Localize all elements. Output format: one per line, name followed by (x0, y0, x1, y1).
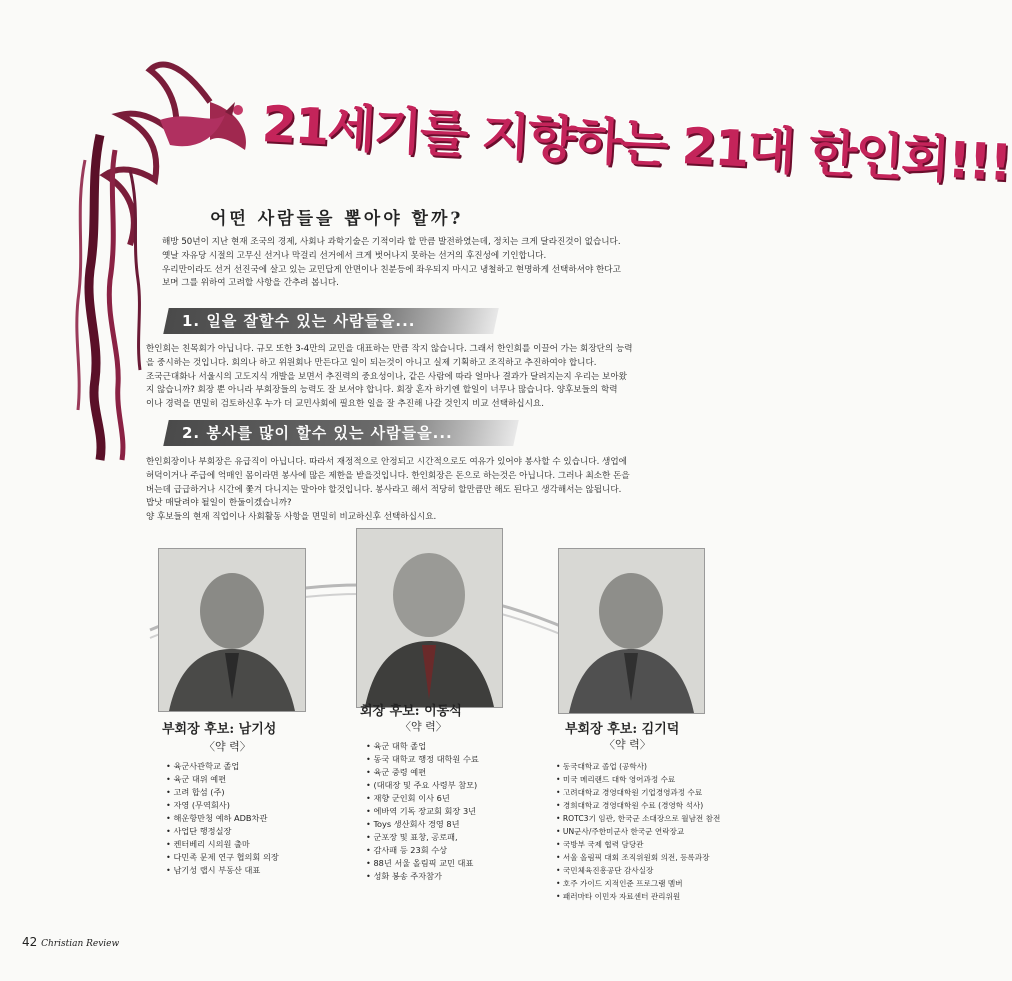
section2-line: 밥낫 매달려야 될일이 한둘이겠습니까? (146, 498, 292, 509)
bio-item: • 국방부 국제 협력 담당관 (556, 838, 720, 851)
page-footer (22, 935, 119, 949)
section1-line: 이나 경력을 면밀히 검토하신후 누가 더 교민사회에 필요한 일을 잘 추진해 나갈 것인지 비교 선택하십시요. (146, 399, 544, 410)
bio-item: • 사업단 행정실장 (166, 825, 279, 838)
section2-line: 양 후보들의 현재 직업이나 사회활동 사항을 면밀히 비교하신후 선택하십시요. (146, 512, 437, 523)
candidate-sub-lee: 〈약 력〉 (400, 720, 447, 733)
candidate-title-nam: 부회장 후보: 남기성 (162, 722, 277, 737)
person-silhouette-icon (357, 529, 502, 707)
bio-item: • 미국 메리랜드 대학 영어과정 수료 (556, 773, 720, 786)
candidate-bio-nam (166, 760, 279, 877)
bio-item: • 자영 (무역회사) (166, 799, 279, 812)
section1-line: 한인회는 친목회가 아닙니다. 규모 또한 3-4만의 교민을 대표하는 만큼 작지 않습니다. 그래서 한인회를 이끌어 가는 회장단의 능력 (146, 344, 633, 354)
bio-item: • 서울 올림픽 대회 조직위원회 의전, 등록과장 (556, 851, 720, 864)
intro-line: 우리만이라도 선거 선진국에 살고 있는 교민답게 안면이나 친분등에 좌우되지 마시고 냉철하고 현명하게 선택하셔야 한다고 (162, 264, 621, 275)
bio-item: • 켄터베리 시의원 출마 (166, 838, 279, 851)
bio-item: • 에바역 기독 장교회 회장 3년 (366, 805, 479, 818)
bio-item: • 다민족 문제 연구 협의회 의장 (166, 851, 279, 864)
bio-item: • (대대장 및 주요 사령부 참모) (366, 779, 479, 792)
bio-item: • 육군 중령 예편 (366, 766, 479, 779)
section2-line: 허덕이거나 주급에 억매인 몸이라면 봉사에 많은 제한을 받을것입니다. 한인회장은 돈으로 하는것은 아닙니다. 그러나 최소한 돈을 (146, 470, 630, 481)
intro-line: 해방 50년이 지난 현재 조국의 경제, 사회나 과학기술은 기적이라 할 만큼 발전하였는데, 정치는 크게 달라진것이 없습니다. (162, 237, 621, 247)
bio-item: • 호주 가이드 지적인준 프로그램 멤버 (556, 877, 720, 890)
page-title: 21세기를 지향하는 21대 한인회!!! (260, 95, 1012, 193)
bio-item: • Toys 생산회사 경영 8년 (366, 818, 479, 831)
bio-item: • 육군사관학교 졸업 (166, 760, 279, 773)
person-silhouette-icon (559, 549, 704, 713)
bio-item: • 성화 봉송 주자참가 (366, 870, 479, 883)
bio-item: • 경희대학교 경영대학원 수료 (경영학 석사) (556, 799, 720, 812)
bio-item: • 국민체육진흥공단 감사실장 (556, 864, 720, 877)
section1-line: 을 중시하는 것입니다. 회의나 하고 위원회나 만든다고 일이 되는것이 아니고 실제 기획하고 조직하고 추진하여야 합니다. (146, 357, 597, 368)
candidate-sub-kim: 〈약 력〉 (604, 738, 651, 751)
bio-item: • 남기성 랩시 부동산 대표 (166, 864, 279, 877)
bio-item: • 해운항만청 예하 ADB차관 (166, 812, 279, 825)
bio-item: • 감사패 등 23회 수상 (366, 844, 479, 857)
section1-line: 조국근대화나 서울시의 고도지식 개발을 보면서 추진력의 중요성이나, 같은 사람에 따라 얼마나 결과가 달려지는지 우리는 보아왔 (146, 371, 627, 382)
section2-line: 한인회장이나 부회장은 유급직이 아닙니다. 따라서 재정적으로 안정되고 시간적으로도 여유가 있어야 봉사할 수 있습니다. 생업에 (146, 457, 627, 467)
candidate-photo-nam (158, 548, 306, 712)
section2-body (146, 456, 739, 525)
bio-item: • 육군 대위 예편 (166, 773, 279, 786)
section1-banner (163, 308, 499, 334)
candidate-photo-lee (356, 528, 503, 708)
bio-item: • 88년 서울 올림픽 교민 대표 (366, 857, 479, 870)
candidate-sub-nam: 〈약 력〉 (204, 740, 251, 753)
bio-item: • 재향 군인회 이사 6년 (366, 792, 479, 805)
section2-line: 버는데 급급하거나 시간에 쫓겨 다니지는 말아야 할것입니다. 봉사라고 해서 적당히 할만큼만 해도 된다고 생각해서는 않됩니다. (146, 484, 622, 495)
page-number: 42 (22, 935, 38, 949)
bio-item: • 동국대학교 졸업 (공학사) (556, 760, 720, 773)
person-silhouette-icon (159, 549, 305, 711)
candidate-bio-lee (366, 740, 479, 883)
section2-banner (163, 420, 519, 446)
subtitle: 어떤 사람들을 뽑아야 할까? (210, 209, 464, 229)
section2-heading: 2. 봉사를 많이 할수 있는 사람들을... (182, 424, 453, 442)
bio-item: • ROTC3기 임관, 한국군 소대장으로 월남전 참전 (556, 812, 720, 825)
candidate-bio-kim (556, 760, 720, 903)
bio-item: • 동국 대학교 행정 대학원 수료 (366, 753, 479, 766)
bio-item: • 군포장 및 표창, 공로패, (366, 831, 479, 844)
intro-paragraph (162, 236, 737, 291)
bio-item: • 고려대학교 경영대학원 기업경영과정 수료 (556, 786, 720, 799)
candidate-title-kim: 부회장 후보: 김기덕 (565, 722, 680, 737)
bio-item: • 패러마타 이민자 자료센터 관리위원 (556, 890, 720, 903)
bio-item: • 고려 합섬 (주) (166, 786, 279, 799)
section1-body (146, 343, 739, 412)
section1-line: 지 않습니까? 회장 뿐 아니라 부회장들의 능력도 잘 보셔야 합니다. 회장 혼자 하기엔 할일이 너무나 많습니다. 양후보들의 학력 (146, 385, 618, 396)
bio-item: • UN군사/주한미군사 한국군 연락장교 (556, 825, 720, 838)
intro-line: 옛날 자유당 시절의 고무신 선거나 막걸리 선거에서 크게 벗어나지 못하는 선거의 후진성에 기인합니다. (162, 250, 547, 261)
candidate-photo-kim (558, 548, 705, 714)
candidate-title-lee: 회장 후보: 이동석 (360, 704, 462, 719)
section1-heading: 1. 일을 잘할수 있는 사람들을... (182, 312, 416, 330)
magazine-name: Christian Review (41, 939, 120, 949)
bio-item: • 육군 대학 졸업 (366, 740, 479, 753)
intro-line: 보며 그를 위하여 고려할 사항을 간추려 봅니다. (162, 278, 339, 289)
